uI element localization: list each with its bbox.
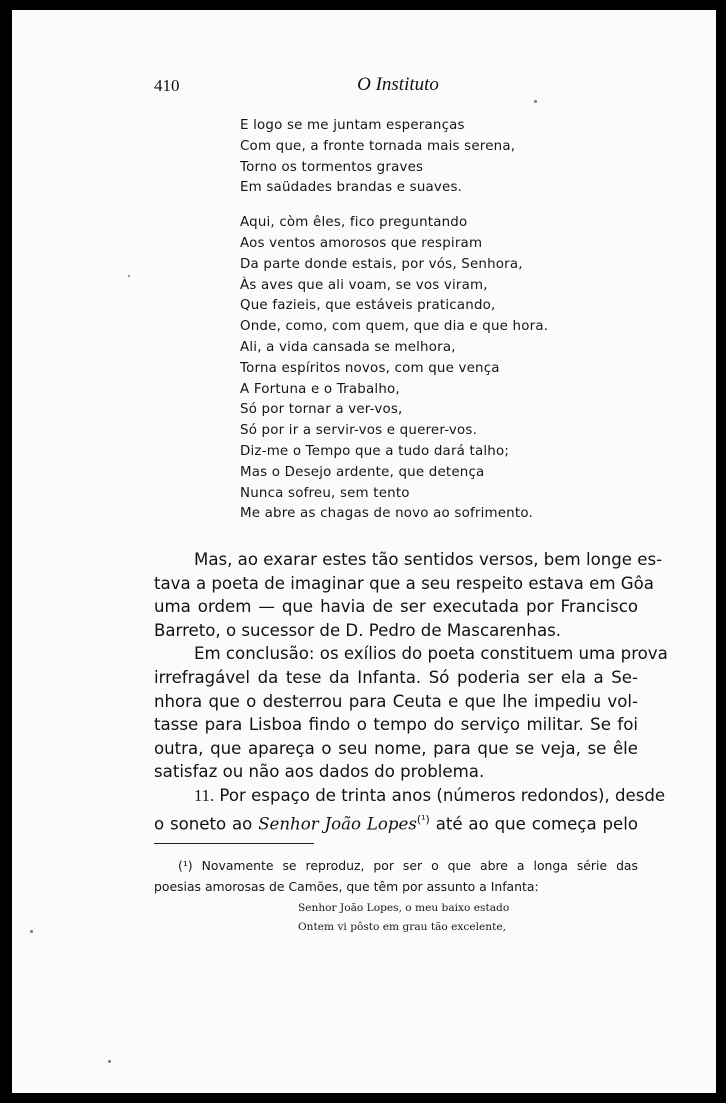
section-text: Por espaço de trinta anos (números redondos), desde <box>219 785 666 805</box>
verse-line: Nunca sofreu, sem tento <box>240 485 410 501</box>
footnote-line <box>154 855 638 876</box>
verse-line: Em saüdades brandas e suaves. <box>240 180 463 196</box>
paper-speck <box>108 1060 111 1063</box>
paper-speck <box>534 100 537 103</box>
poem-stanza <box>240 116 660 199</box>
text-line: tava a poeta de imaginar que a seu respeito estava em Gôa <box>154 573 654 593</box>
footnote-reference: (¹) <box>416 812 430 826</box>
verse-line: Aos ventos amorosos que respiram <box>240 235 483 251</box>
paragraph-3 <box>154 784 666 834</box>
book-page <box>12 10 716 1093</box>
main-text <box>154 548 668 834</box>
text-line: Em conclusão: os exílios do poeta constituem uma prova <box>194 644 668 664</box>
footnote-quotation <box>298 899 598 937</box>
text-line: satisfaz ou não aos dados do problema. <box>154 762 485 782</box>
verse-line: Torna espíritos novos, com que vença <box>240 360 500 376</box>
verse-line: E logo se me juntam esperanças <box>240 118 465 133</box>
verse-line: Me abre as chagas de novo ao sofrimento. <box>240 506 533 522</box>
text-line: outra, que apareça o seu nome, para que se veja, se êle <box>154 738 638 758</box>
quote-line: Senhor João Lopes, o meu baixo estado <box>298 902 510 914</box>
page-number: 410 <box>154 76 180 95</box>
page-header <box>154 72 642 100</box>
verse-line: Só por ir a servir-vos e querer-vos. <box>240 423 478 439</box>
text-line: nhora que o desterrou para Ceuta e que lhe impediu vol- <box>154 691 638 711</box>
running-title: O Instituto <box>357 74 439 95</box>
verse-line: Ali, a vida cansada se melhora, <box>240 339 456 355</box>
poem-stanza <box>240 213 660 525</box>
poem-quotation <box>240 116 660 539</box>
verse-line: Aqui, còm êles, fico preguntando <box>240 215 468 231</box>
text-fragment: o soneto ao <box>154 814 253 834</box>
verse-line: Que fazieis, que estáveis praticando, <box>240 298 496 314</box>
footnote <box>154 855 638 897</box>
text-line: irrefragável da tese da Infanta. Só poderia ser ela a Se- <box>154 667 638 687</box>
paragraph-1 <box>154 548 663 642</box>
poem-title: Senhor João Lopes <box>258 814 417 834</box>
footnote-line: poesias amorosas de Camões, que têm por assunto a Infanta: <box>154 879 539 894</box>
text-line: uma ordem — que havia de ser executada por Francisco <box>154 597 638 617</box>
text-line: Mas, ao exarar estes tão sentidos versos, bem longe es- <box>194 550 663 569</box>
verse-line: Torno os tormentos graves <box>240 159 424 175</box>
verse-line: Mas o Desejo ardente, que detença <box>240 464 485 480</box>
text-fragment: até ao que começa pelo <box>435 814 638 834</box>
quote-line: Ontem vi pôsto em grau tão excelente, <box>298 921 506 933</box>
paper-speck <box>30 930 33 933</box>
footnote-marker: (¹) <box>178 858 193 873</box>
verse-line: Só por tornar a ver-vos, <box>240 402 403 418</box>
text-line <box>154 784 666 808</box>
text-line: Barreto, o sucessor de D. Pedro de Mascarenhas. <box>154 620 562 640</box>
paper-speck <box>128 275 130 277</box>
text-line <box>154 808 638 832</box>
text-line: tasse para Lisboa findo o tempo do serviço militar. Se foi <box>154 715 638 735</box>
verse-line: Diz-me o Tempo que a tudo dará talho; <box>240 443 510 459</box>
verse-line: Da parte donde estais, por vós, Senhora, <box>240 256 523 272</box>
section-number: 11. <box>194 785 215 805</box>
verse-line: Onde, como, com quem, que dia e que hora. <box>240 319 549 335</box>
verse-line: A Fortuna e o Trabalho, <box>240 381 400 397</box>
paragraph-2 <box>154 642 668 784</box>
verse-line: Com que, a fronte tornada mais serena, <box>240 138 516 154</box>
verse-line: Às aves que ali voam, se vos viram, <box>240 277 488 293</box>
footnote-rule <box>154 843 314 844</box>
footnote-text: Novamente se reproduz, por ser o que abre a longa série das <box>201 858 638 873</box>
